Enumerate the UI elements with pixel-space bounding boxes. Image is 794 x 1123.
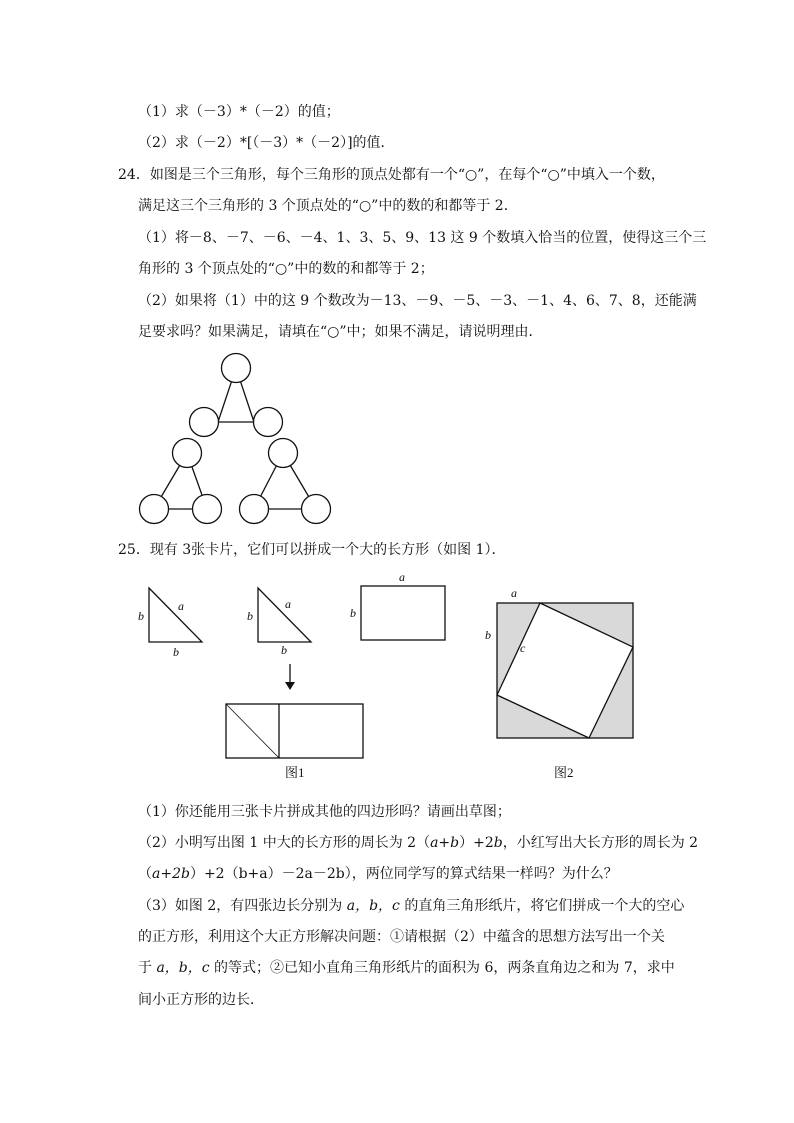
q25-part3-line4: 间小正方形的边长． <box>138 992 264 1008</box>
label-b: b <box>350 606 356 620</box>
q25-part2-text: ）+2 <box>459 835 494 851</box>
q25-part3-text: 的等式；②已知小直角三角形纸片的面积为 6，两条直角边之和为 7，求中 <box>209 960 675 976</box>
q24-stem-line1: 24．如图是三个三角形，每个三角形的顶点处都有一个“○”，在每个“○”中填入一个数， <box>118 167 665 183</box>
triangles-figure <box>130 345 350 535</box>
vertex-circle <box>240 495 269 524</box>
q25-part2-text: （2）小明写出图 1 中大的长方形的周长为 2（ <box>138 835 431 851</box>
figure-2-square <box>497 603 633 738</box>
label-a: a <box>399 570 405 584</box>
label-a: a <box>285 597 291 611</box>
q24-part1-line2: 角形的 3 个顶点处的“○”中的数的和都等于 2； <box>138 261 434 277</box>
q24-stem-line2: 满足这三个三角形的 3 个顶点处的“○”中的数的和都等于 2． <box>138 198 518 214</box>
q25-part3-text: （3）如图 2，有四张边长分别为 <box>138 898 347 914</box>
q24-part2-line1: （2）如果将（1）中的这 9 个数改为－13、－9、－5、－3、－1、4、6、7、8，还能满 <box>138 293 697 309</box>
expr-a-plus-b: a+b <box>430 835 460 851</box>
triangle-card-1 <box>149 588 202 642</box>
q25-part2-text: ）+2（b+a）－2a－2b <box>189 866 345 882</box>
expr-b: b <box>493 835 503 851</box>
vertex-circle <box>254 408 283 437</box>
q24-part2-line2: 足要求吗？如果满足，请填在“○”中；如果不满足，请说明理由． <box>138 324 543 340</box>
figure-2-caption: 图2 <box>554 765 574 780</box>
label-b: b <box>173 645 179 659</box>
q25-part2-line2 <box>138 864 618 884</box>
q25-part2-text: （ <box>138 866 152 882</box>
q25-part3-line1 <box>138 896 684 916</box>
label-b: b <box>281 643 287 657</box>
down-arrow-icon <box>285 664 295 690</box>
q23-part2: （2）求（－2）*[（－3）*（－2）]的值． <box>138 135 395 151</box>
q25-part3-line3 <box>138 958 675 978</box>
q25-stem: 25．现有 3张卡片，它们可以拼成一个大的长方形（如图 1）． <box>118 542 506 558</box>
label-a: a <box>511 586 517 600</box>
figure-1-caption: 图1 <box>285 765 305 780</box>
vars-abc: a，b，c <box>346 898 400 914</box>
label-b: b <box>485 628 491 642</box>
vertex-circle <box>269 439 298 468</box>
label-b: b <box>247 609 253 623</box>
q25-part2-text: ，小红写出大长方形的周长为 2 <box>502 835 699 851</box>
card-figures <box>130 568 650 788</box>
label-a: a <box>178 599 184 613</box>
vertex-circle <box>173 439 202 468</box>
figure-1-rectangle <box>226 704 363 758</box>
vertex-circle <box>140 495 169 524</box>
vertex-circle <box>302 495 331 524</box>
rectangle-card <box>361 586 445 640</box>
q23-part1: （1）求（－3）*（－2）的值； <box>138 104 340 120</box>
label-c: c <box>520 641 526 655</box>
vars-abc: a，b，c <box>156 960 210 976</box>
q24-part1-line1: （1）将－8、－7、－6、－4、1、3、5、9、13 这 9 个数填入恰当的位置，使得这三个三 <box>138 230 707 246</box>
vertex-circle <box>193 495 222 524</box>
q25-part3-text: 于 <box>138 960 157 976</box>
q25-part2-line1 <box>138 833 698 853</box>
vertex-circle <box>222 354 251 383</box>
vertex-circle <box>190 408 219 437</box>
q25-part3-line2: 的正方形，利用这个大正方形解决问题：①请根据（2）中蕴含的思想方法写出一个关 <box>138 929 665 945</box>
q25-part3-text: 的直角三角形纸片，将它们拼成一个大的空心 <box>399 898 685 914</box>
expr-a-plus-2b: a+2b <box>152 866 190 882</box>
q25-part1: （1）你还能用三张卡片拼成其他的四边形吗？请画出草图； <box>138 804 511 820</box>
q25-part2-text: ），两位同学写的算式结果一样吗？为什么？ <box>344 866 618 882</box>
label-b: b <box>138 609 144 623</box>
